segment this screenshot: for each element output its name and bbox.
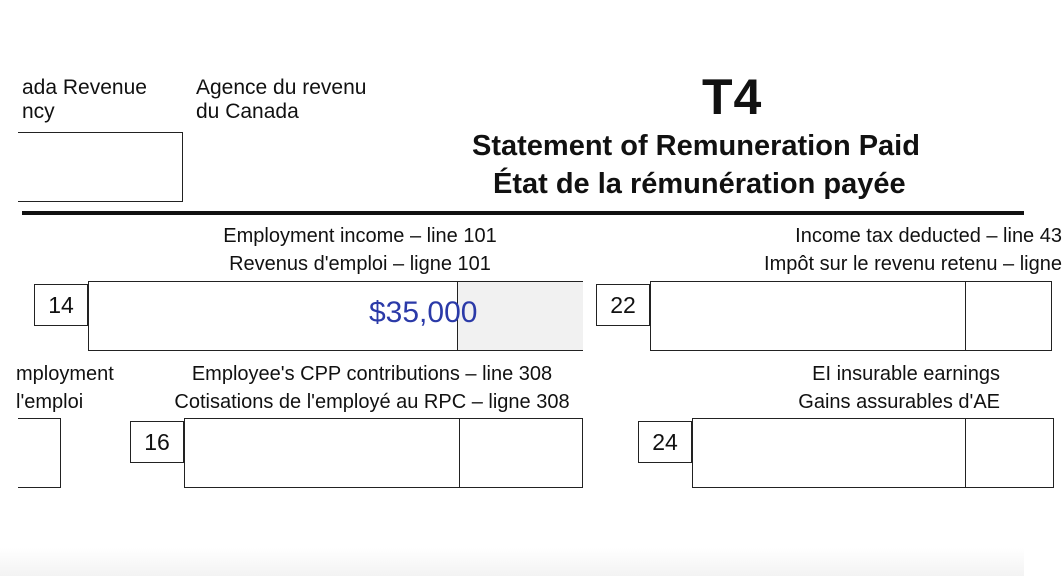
box14-number: 14	[34, 284, 88, 326]
box24-label-fr: Gains assurables d'AE	[798, 391, 1000, 413]
box16-number: 16	[130, 421, 184, 463]
box14-amount: $35,000	[369, 296, 478, 329]
box24-number: 24	[638, 421, 692, 463]
agency-en-line2: ncy	[22, 100, 55, 123]
agency-fr-line1: Agence du revenu	[196, 76, 367, 99]
box14-label-en: Employment income – line 101	[223, 225, 497, 247]
box22-label	[662, 222, 1062, 278]
box14-field[interactable]	[88, 281, 583, 351]
employer-info-box	[18, 132, 183, 202]
box22-number: 22	[596, 284, 650, 326]
box16-label-en: Employee's CPP contributions – line 308	[191, 363, 553, 385]
box22-field[interactable]	[650, 281, 1052, 351]
partial-box-label	[16, 360, 114, 416]
partial-box-label-fr: l'emploi	[16, 391, 84, 413]
form-title-en: Statement of Remuneration Paid	[472, 130, 920, 162]
partial-box-label-en: mployment	[16, 363, 114, 385]
box24-field[interactable]	[692, 418, 1054, 488]
box16-label	[140, 360, 604, 416]
form-title-fr: État de la rémunération payée	[493, 168, 906, 200]
box24-label	[722, 360, 1000, 416]
header-divider	[22, 211, 1024, 215]
box24-cents-cell	[965, 419, 1054, 487]
box14-label-fr: Revenus d'emploi – ligne 101	[229, 253, 491, 275]
box16-field[interactable]	[184, 418, 583, 488]
box24-label-en: EI insurable earnings	[812, 363, 1000, 385]
agency-fr-line2: du Canada	[196, 100, 299, 123]
agency-name-fr	[196, 76, 366, 124]
agency-name-en	[22, 76, 147, 124]
t4-form-sheet	[16, 0, 1062, 560]
form-code: T4	[702, 69, 763, 125]
agency-en-line1: ada Revenue	[22, 76, 147, 99]
box16-label-fr: Cotisations de l'employé au RPC – ligne 308	[174, 391, 570, 413]
box16-cents-cell	[459, 419, 583, 487]
box22-label-en: Income tax deducted – line 43	[795, 225, 1062, 247]
paper-shadow	[0, 548, 1024, 576]
box14-label	[118, 222, 602, 278]
box22-label-fr: Impôt sur le revenu retenu – ligne	[764, 253, 1062, 275]
partial-box-field[interactable]	[18, 418, 61, 488]
box22-cents-cell	[965, 282, 1052, 350]
